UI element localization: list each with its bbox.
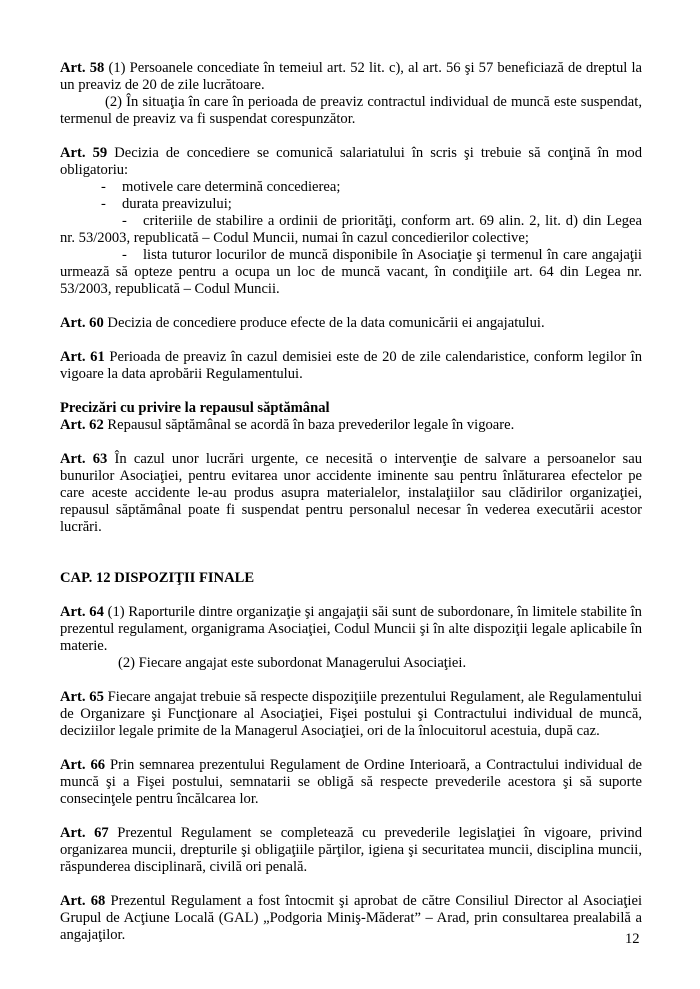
article-64-paragraph-1: Art. 64 (1) Raporturile dintre organizaţie şi angajaţii săi sunt de subordonare, în limitele stabilite în prezentul regulament, organigrama Asociaţiei, Codul Muncii şi în alte dispoziţii legale aplicabile în materie. (60, 604, 642, 654)
article-65: Art. 65 Fiecare angajat trebuie să respecte dispoziţiile prezentului Regulament, ale Regulamentului de Organizare şi Funcţionare al Asociaţiei, Fişei postului şi Contractului individual de muncă, deciziilor legale primite de la Managerul Asociaţiei, ori de la înlocuitorul acestuia, după caz. (60, 689, 642, 739)
article-64-label: Art. 64 (60, 604, 104, 620)
article-66-label: Art. 66 (60, 757, 106, 773)
article-66: Art. 66 Prin semnarea prezentului Regulament de Ordine Interioară, a Contractului individual de muncă şi a Fişei postului, semnatarii se obligă să respecte prevederile acestora şi să suporte consecinţele pentru încălcarea lor. (60, 757, 642, 807)
document-page (60, 60, 642, 944)
article-63: Art. 63 În cazul unor lucrări urgente, ce necesită o intervenţie de salvare a persoanelor sau bunurilor Asociaţiei, pentru evitarea unor accidente iminente sau pentru înlăturarea efectelor pe care aceste accidente le-au produs asupra materialelor, instalaţiilor sau clădirilor organizaţiei, repausul săptămânal poate fi suspendat pentru personalul necesar în vederea executării acestor lucrări. (60, 451, 642, 535)
article-68-label: Art. 68 (60, 893, 106, 909)
article-68: Art. 68 Prezentul Regulament a fost întocmit şi aprobat de către Consiliul Director al Asociaţiei Grupul de Acţiune Locală (GAL) „Podgoria Miniş-Măderat” – Arad, prin consultarea prealabilă a angajaţilor. (60, 893, 642, 943)
article-63-label: Art. 63 (60, 451, 108, 467)
article-60: Art. 60 Decizia de concediere produce efecte de la data comunicării ei angajatului. (60, 315, 545, 331)
article-59-item-3: - criteriile de stabilire a ordinii de priorităţi, conform art. 69 alin. 2, lit. d) din Legea nr. 53/2003, republicată – Codul Muncii, numai în cazul concedierilor colective; (60, 213, 642, 246)
article-62: Art. 62 Repausul săptămânal se acordă în baza prevederilor legale în vigoare. (60, 417, 515, 433)
article-61: Art. 61 Perioada de preaviz în cazul demisiei este de 20 de zile calendaristice, conform legilor în vigoare la data aprobării Regulamentului. (60, 349, 642, 382)
article-65-label: Art. 65 (60, 689, 104, 705)
article-60-label: Art. 60 (60, 315, 104, 331)
page-number: 12 (625, 931, 640, 947)
article-59-intro: Art. 59 Decizia de concediere se comunică salariatului în scris şi trebuie să conţină în mod obligatoriu: (60, 145, 642, 178)
article-64-paragraph-2: (2) Fiecare angajat este subordonat Managerului Asociaţiei. (118, 655, 467, 671)
article-67-label: Art. 67 (60, 825, 109, 841)
chapter-12-heading: CAP. 12 DISPOZIŢII FINALE (60, 570, 255, 586)
article-58-label: Art. 58 (60, 60, 105, 76)
article-59-item-1: - motivele care determină concedierea; (101, 179, 341, 195)
article-61-label: Art. 61 (60, 349, 105, 365)
article-59-item-2: - durata preavizului; (101, 196, 232, 212)
section-heading-weekly-rest: Precizări cu privire la repausul săptămânal (60, 400, 330, 416)
article-59-item-4: - lista tuturor locurilor de muncă disponibile în Asociaţie şi termenul în care angajaţii urmează să opteze pentru a ocupa un loc de muncă vacant, în condiţiile art. 64 din Legea nr. 53/2003, republicată – Codul Muncii. (60, 247, 642, 297)
article-62-label: Art. 62 (60, 417, 104, 433)
article-59-label: Art. 59 (60, 145, 108, 161)
article-58-paragraph-1: Art. 58 (1) Persoanele concediate în temeiul art. 52 lit. c), al art. 56 şi 57 beneficiază de dreptul la un preaviz de 20 de zile lucrătoare. (60, 60, 642, 93)
article-58-paragraph-2: (2) În situaţia în care în perioada de preaviz contractul individual de muncă este suspendat, termenul de preaviz va fi suspendat corespunzător. (60, 94, 642, 127)
article-67: Art. 67 Prezentul Regulament se completează cu prevederile legislaţiei în vigoare, privind organizarea muncii, drepturile şi obligaţiile părţilor, igiena şi securitatea muncii, disciplina muncii, răspunderea disciplinară, civilă ori penală. (60, 825, 642, 875)
